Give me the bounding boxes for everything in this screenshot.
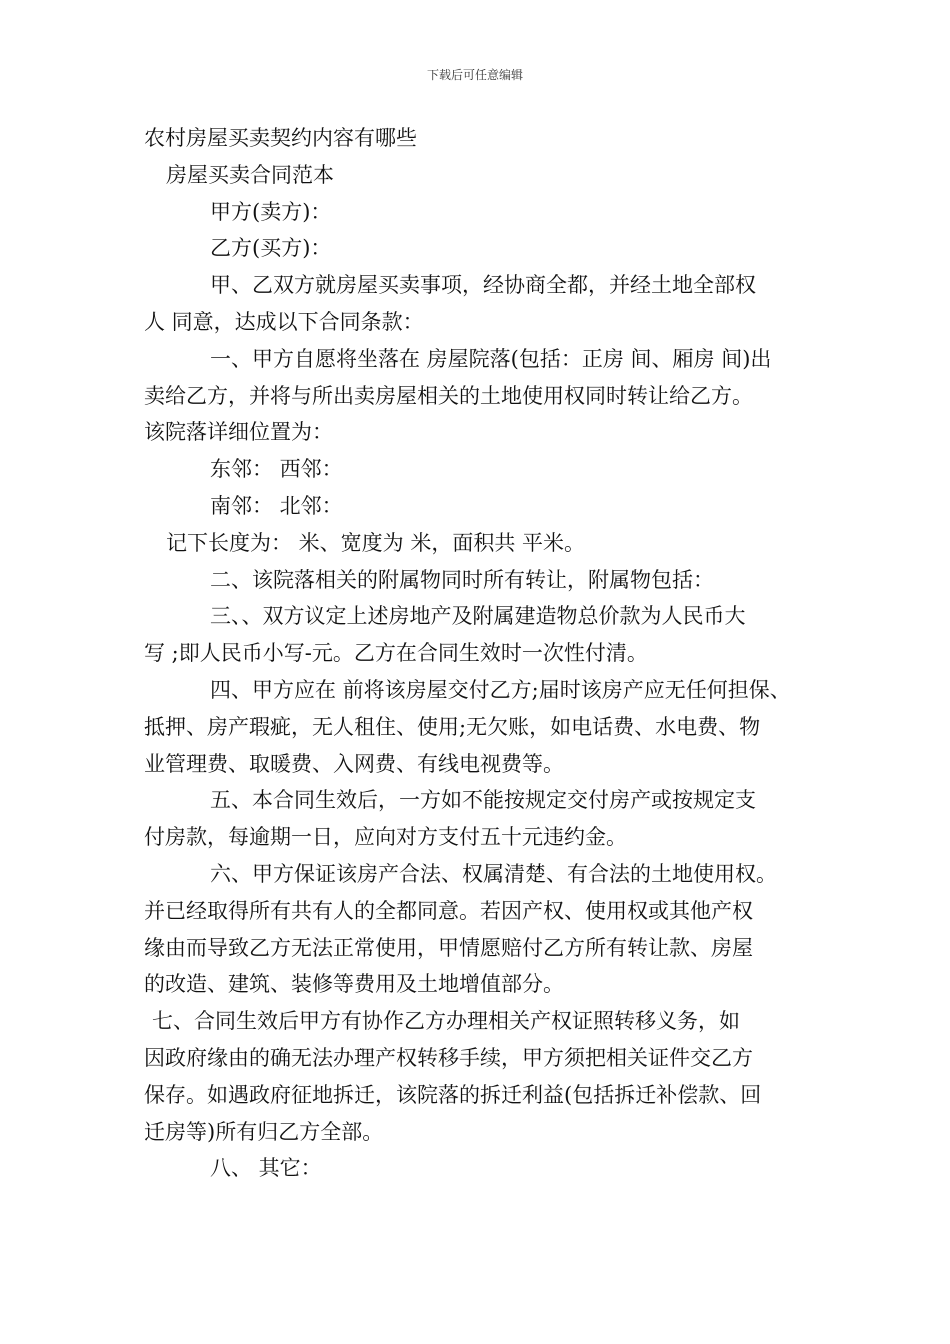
paragraph-line: 的改造、建筑、装修等费用及土地增值部分。 bbox=[144, 972, 564, 997]
paragraph-line: 二、该院落相关的附属物同时所有转让，附属物包括： bbox=[210, 567, 714, 592]
neighbor-line: 东邻： 西邻： bbox=[210, 457, 343, 482]
paragraph-line: 保存。如遇政府征地拆迁，该院落的拆迁利益(包括拆迁补偿款、回 bbox=[144, 1082, 762, 1107]
paragraph-line: 该院落详细位置为： bbox=[144, 420, 333, 445]
document-subtitle: 房屋买卖合同范本 bbox=[166, 162, 334, 187]
paragraph-line: 人 同意，达成以下合同条款： bbox=[144, 309, 424, 334]
paragraph-line: 卖给乙方，并将与所出卖房屋相关的土地使用权同时转让给乙方。 bbox=[144, 383, 753, 408]
paragraph-line: 六、甲方保证该房产合法、权属清楚、有合法的土地使用权。 bbox=[210, 861, 777, 886]
paragraph-line: 并已经取得所有共有人的全都同意。若因产权、使用权或其他产权 bbox=[144, 898, 753, 923]
paragraph-line: 三、、双方议定上述房地产及附属建造物总价款为人民币大 bbox=[210, 604, 746, 629]
paragraph-line: 五、本合同生效后，一方如不能按规定交付房产或按规定支 bbox=[210, 788, 756, 813]
paragraph-line: 因政府缘由的确无法办理产权转移手续，甲方须把相关证件交乙方 bbox=[144, 1045, 753, 1070]
paragraph-line: 抵押、房产瑕疵，无人租住、使用;无欠账，如电话费、水电费、物 bbox=[144, 714, 761, 739]
paragraph-line: 缘由而导致乙方无法正常使用，甲情愿赔付乙方所有转让款、房屋 bbox=[144, 935, 753, 960]
paragraph-line: 付房款，每逾期一日，应向对方支付五十元违约金。 bbox=[144, 825, 627, 850]
header-note: 下载后可任意编辑 bbox=[426, 68, 523, 82]
party-b-line: 乙方(买方)： bbox=[210, 236, 332, 261]
document-title: 农村房屋买卖契约内容有哪些 bbox=[144, 126, 417, 150]
paragraph-line: 写 ;即人民币小写-元。乙方在合同生效时一次性付清。 bbox=[144, 641, 648, 666]
paragraph-line: 迁房等)所有归乙方全部。 bbox=[144, 1119, 384, 1144]
paragraph-line: 甲、乙双方就房屋买卖事项，经协商全都，并经土地全部权 bbox=[210, 273, 756, 298]
paragraph-line: 七、合同生效后甲方有协作乙方办理相关产权证照转移义务，如 bbox=[152, 1009, 740, 1034]
neighbor-line: 南邻： 北邻： bbox=[210, 493, 343, 518]
party-a-line: 甲方(卖方)： bbox=[210, 199, 332, 224]
dimensions-line: 记下长度为： 米、宽度为 米，面积共 平米。 bbox=[166, 530, 586, 555]
paragraph-line: 业管理费、取暖费、入网费、有线电视费等。 bbox=[144, 751, 564, 776]
document-body bbox=[144, 120, 808, 1187]
paragraph-line: 四、甲方应在 前将该房屋交付乙方;届时该房产应无任何担保、 bbox=[210, 677, 791, 702]
paragraph-line: 八、 其它： bbox=[210, 1156, 322, 1181]
paragraph-line: 一、甲方自愿将坐落在 房屋院落(包括：正房 间、厢房 间)出 bbox=[210, 346, 772, 371]
